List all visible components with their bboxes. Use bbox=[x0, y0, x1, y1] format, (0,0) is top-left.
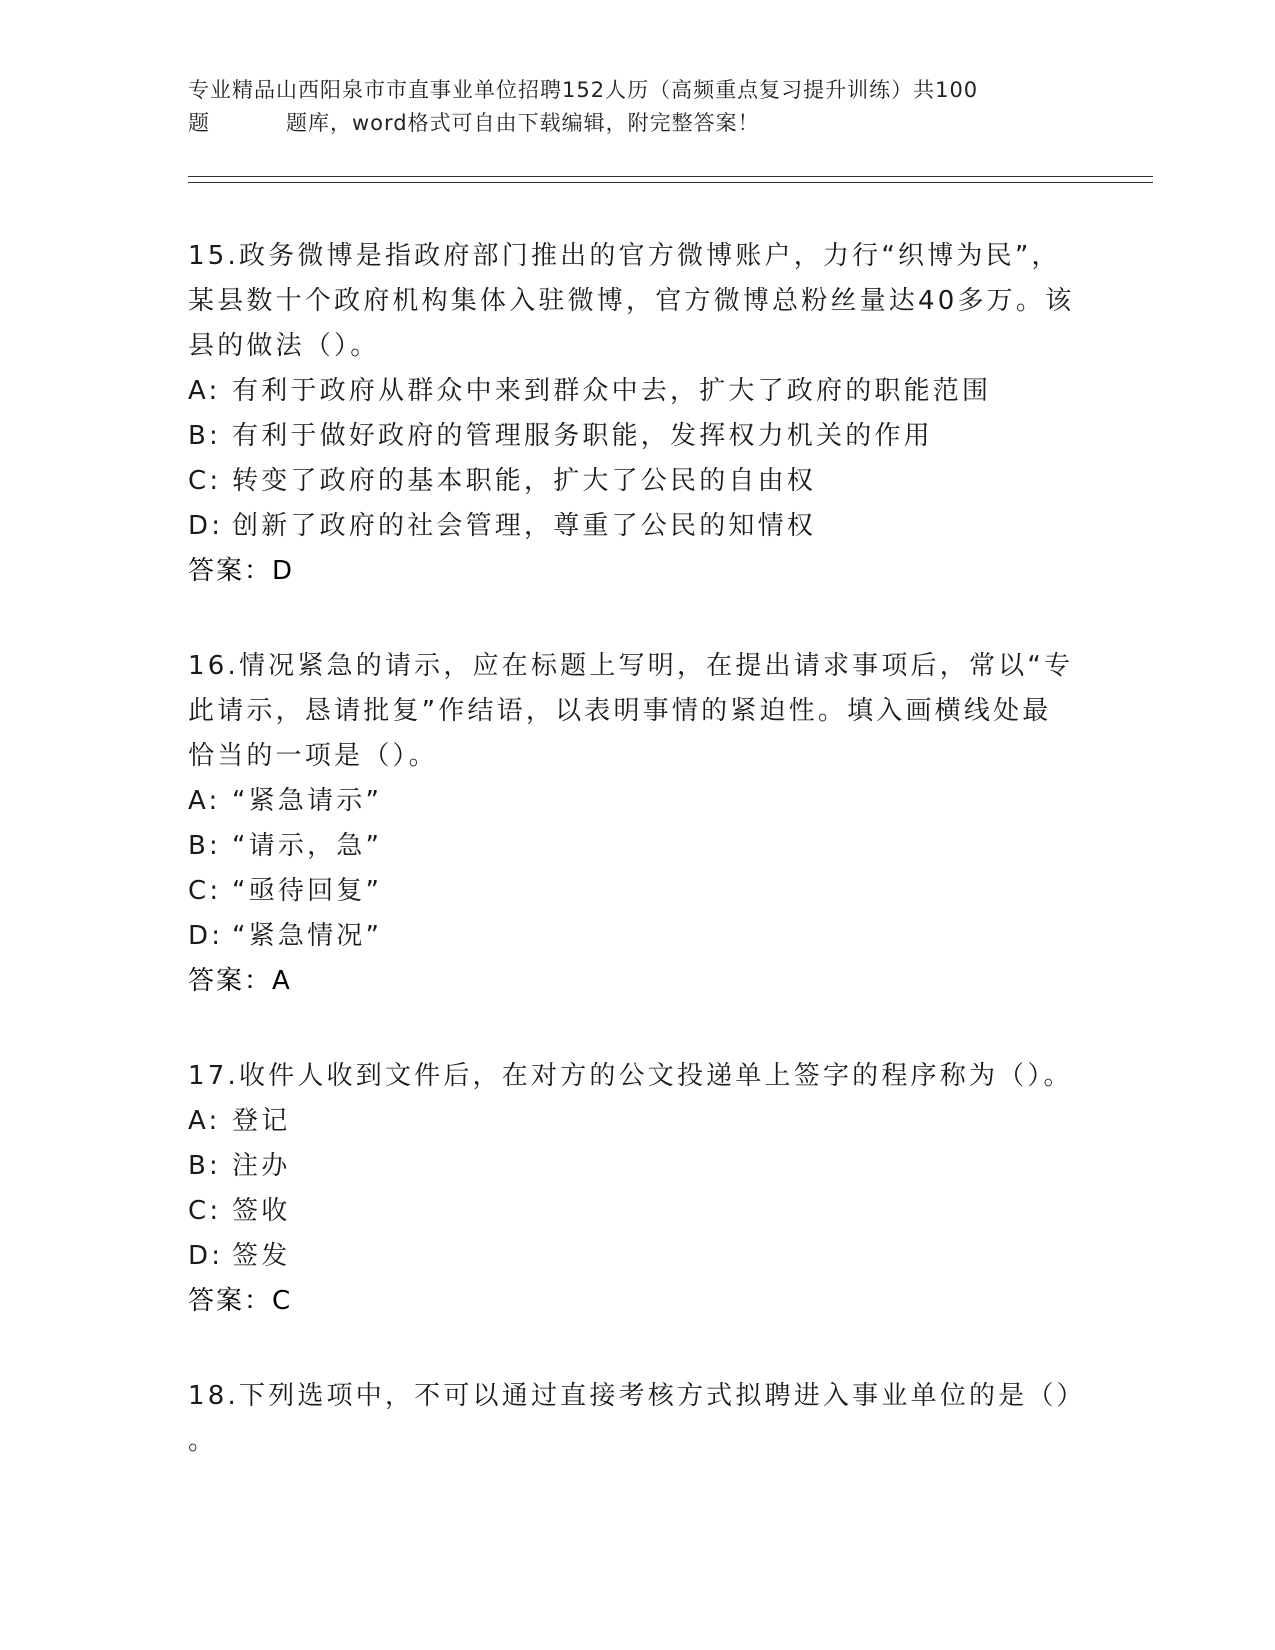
option-text: 有利于做好政府的管理服务职能，发挥权力机关的作用 bbox=[232, 421, 933, 451]
option-letter: C: bbox=[188, 466, 222, 496]
document-header bbox=[188, 74, 1088, 140]
option-letter: B: bbox=[188, 831, 221, 861]
question-stem-line: 。 bbox=[188, 1426, 218, 1456]
header-line-1: 专业精品山西阳泉市市直事业单位招聘152人历（高频重点复习提升训练）共100 bbox=[188, 78, 979, 102]
option-text: 签发 bbox=[232, 1241, 291, 1271]
option-text: “紧急请示” bbox=[232, 786, 383, 816]
question-stem-line: 16.情况紧急的请示，应在标题上写明，在提出请求事项后，常以“专 bbox=[188, 651, 1074, 681]
question-block bbox=[188, 1374, 1088, 1464]
question-block bbox=[188, 644, 1088, 1004]
answer-line bbox=[188, 959, 1088, 1004]
question-stem-line: 县的做法（）。 bbox=[188, 331, 380, 361]
option-text: 登记 bbox=[232, 1106, 291, 1136]
question-stem-line: 此请示，恳请批复”作结语，以表明事情的紧迫性。填入画横线处最 bbox=[188, 696, 1052, 726]
question-block bbox=[188, 234, 1088, 594]
answer-label: 答案： bbox=[188, 1286, 273, 1316]
answer-option bbox=[188, 1189, 1088, 1234]
answer-option bbox=[188, 869, 1088, 914]
option-letter: B: bbox=[188, 1151, 221, 1181]
header-divider-bottom bbox=[188, 182, 1153, 183]
answer-option bbox=[188, 504, 1088, 549]
option-text: 签收 bbox=[232, 1196, 291, 1226]
option-text: 有利于政府从群众中来到群众中去，扩大了政府的职能范围 bbox=[232, 376, 992, 406]
answer-line bbox=[188, 1279, 1088, 1324]
answer-value: C bbox=[272, 1286, 293, 1316]
question-stem-line: 17.收件人收到文件后，在对方的公文投递单上签字的程序称为（）。 bbox=[188, 1061, 1073, 1091]
option-letter: C: bbox=[188, 876, 222, 906]
option-letter: A: bbox=[188, 786, 221, 816]
question-stem-line: 15.政务微博是指政府部门推出的官方微博账户，力行“织博为民”， bbox=[188, 241, 1061, 271]
answer-option bbox=[188, 779, 1088, 824]
option-text: “亟待回复” bbox=[232, 876, 383, 906]
answer-option bbox=[188, 824, 1088, 869]
option-letter: C: bbox=[188, 1196, 222, 1226]
answer-option bbox=[188, 1099, 1088, 1144]
question-stem-line: 某县数十个政府机构集体入驻微博，官方微博总粉丝量达40多万。该 bbox=[188, 286, 1075, 316]
answer-option bbox=[188, 914, 1088, 959]
answer-value: D bbox=[272, 556, 295, 586]
answer-line bbox=[188, 549, 1088, 594]
question-stem-line: 18.下列选项中，不可以通过直接考核方式拟聘进入事业单位的是（） bbox=[188, 1381, 1086, 1411]
answer-option bbox=[188, 369, 1088, 414]
header-line-2 bbox=[188, 107, 1088, 140]
answer-value: A bbox=[272, 966, 292, 996]
header-line-2-rest: 题库，word格式可自由下载编辑，附完整答案！ bbox=[286, 111, 760, 135]
option-letter: B: bbox=[188, 421, 221, 451]
option-text: 注办 bbox=[232, 1151, 291, 1181]
option-text: 转变了政府的基本职能，扩大了公民的自由权 bbox=[232, 466, 817, 496]
option-text: “紧急情况” bbox=[232, 921, 383, 951]
option-text: 创新了政府的社会管理，尊重了公民的知情权 bbox=[232, 511, 817, 541]
answer-option bbox=[188, 1234, 1088, 1279]
question-list bbox=[188, 234, 1088, 1514]
option-letter: A: bbox=[188, 1106, 221, 1136]
option-letter: D: bbox=[188, 1241, 224, 1271]
question-stem-line: 恰当的一项是（）。 bbox=[188, 741, 438, 771]
answer-option bbox=[188, 459, 1088, 504]
option-text: “请示，急” bbox=[232, 831, 383, 861]
answer-option bbox=[188, 414, 1088, 459]
answer-option bbox=[188, 1144, 1088, 1189]
question-block bbox=[188, 1054, 1088, 1324]
option-letter: A: bbox=[188, 376, 221, 406]
option-letter: D: bbox=[188, 511, 224, 541]
answer-label: 答案： bbox=[188, 556, 273, 586]
header-line-2-start: 题 bbox=[188, 111, 210, 135]
header-divider-top bbox=[188, 176, 1153, 177]
option-letter: D: bbox=[188, 921, 224, 951]
answer-label: 答案： bbox=[188, 966, 273, 996]
